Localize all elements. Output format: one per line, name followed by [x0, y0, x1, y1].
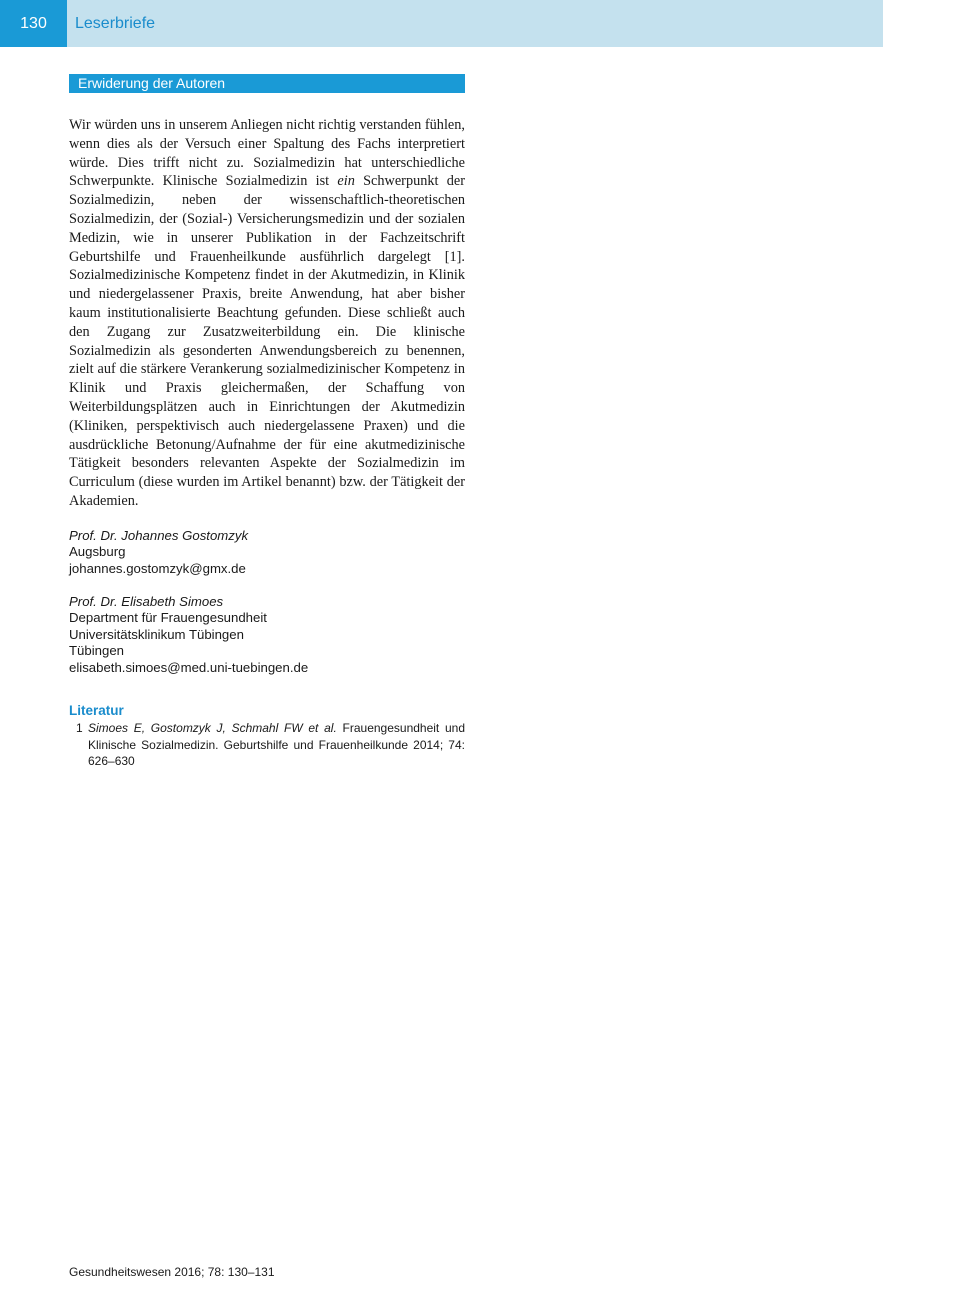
body-text-part: Schwerpunkt der Sozialmedizin, neben der wissenschaftlich-theoretischen Sozialmedizin, der (Sozial-) Versicherungsmedizin und der sozialen Medizin, wie in unserer Publikation in der Fachzeitschrift Geburtshilfe und Frauenheilkunde ausführlich dargelegt [1]. Sozialmedizinische Kompetenz findet in der Akutmedizin, in Klinik und niedergelassener Praxis, breite Anwendung, hat aber bisher kaum institutionalisierte Beachtung gefunden. Diese schließt auch den Zugang zur Zusatzweiterbildung ein. Die klinische Sozialmedizin als gesonderten Anwendungsbereich zu benennen, zielt auf die stärkere Verankerung sozialmedizinischer Kompetenz in Klinik und Praxis gleichermaßen, der Schaffung von Weiterbildungsplätzen auch in Einrichtungen der Akutmedizin (Kliniken, perspektivisch auch niedergelassene Praxen) und die ausdrückliche Betonung/Aufnahme der für eine akutmedizinische Tätigkeit besonders relevanten Aspekte der Sozialmedizin im Curriculum (diese wurden im Artikel benannt) bzw. der Tätigkeit der Akademien.	[69, 173, 465, 509]
reference-authors: Simoes E, Gostomzyk J, Schmahl FW et al.	[88, 721, 337, 735]
reply-heading: Erwiderung der Autoren	[69, 74, 465, 93]
author-city: Augsburg	[69, 544, 126, 560]
page-number: 130	[0, 0, 67, 47]
author-name: Prof. Dr. Elisabeth Simoes	[69, 594, 224, 609]
author-city: Tübingen	[69, 643, 124, 659]
reply-body-text	[69, 116, 465, 511]
emphasized-word: ein	[337, 173, 355, 190]
author-block-gostomzyk	[69, 528, 469, 577]
author-block-simoes	[69, 594, 469, 676]
author-email: johannes.gostomzyk@gmx.de	[69, 560, 246, 576]
body-text-part: Wir würden uns in unserem Anliegen nicht richtig verstanden fühlen, wenn dies als der Versuch einer Spaltung des Fachs interpretiert würde. Dies trifft nicht zu. Sozialmedizin hat unterschiedliche Schwerpunkte. Klinische Sozialmedizin ist	[69, 117, 465, 190]
section-title: Leserbriefe	[75, 14, 156, 32]
reference-details: Frauengesundheit und Klinische Sozialmedizin. Geburtshilfe und Frauenheilkunde 2014; 74: 626–630	[88, 721, 466, 768]
literature-heading: Literatur	[69, 703, 124, 718]
footer-citation: Gesundheitswesen 2016; 78: 130–131	[69, 1265, 275, 1279]
author-email: elisabeth.simoes@med.uni-tuebingen.de	[69, 659, 309, 675]
author-institution: Universitätsklinikum Tübingen	[69, 626, 244, 642]
author-department: Department für Frauengesundheit	[69, 610, 267, 626]
author-name: Prof. Dr. Johannes Gostomzyk	[69, 528, 249, 543]
reference-item	[69, 720, 465, 770]
reference-number: 1	[76, 721, 83, 735]
reference-text	[88, 720, 465, 770]
